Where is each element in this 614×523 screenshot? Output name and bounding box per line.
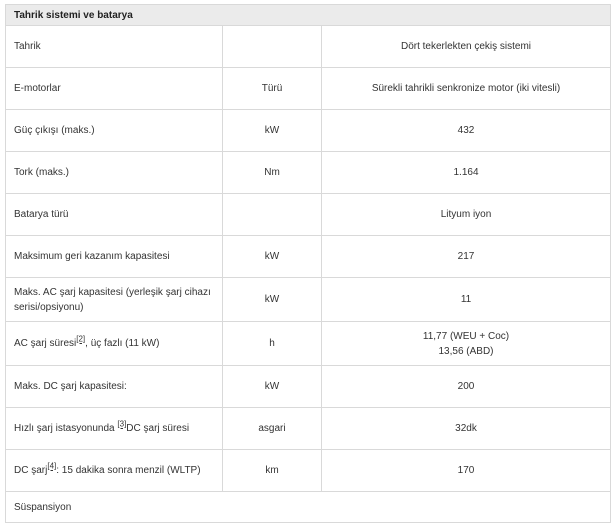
table-row xyxy=(6,68,611,110)
row-label: Maks. AC şarj kapasitesi (yerleşik şarj cihazı serisi/opsiyonu) xyxy=(6,278,223,322)
row-label-text: Hızlı şarj istasyonunda xyxy=(14,423,118,434)
value-line: 13,56 (ABD) xyxy=(438,345,494,357)
row-label: Batarya türü xyxy=(6,194,223,236)
row-unit: kW xyxy=(223,278,322,322)
row-label: Güç çıkışı (maks.) xyxy=(6,110,223,152)
row-label-text: DC şarj süresi xyxy=(126,423,190,434)
row-unit: kW xyxy=(223,366,322,408)
row-label xyxy=(6,408,223,450)
row-value: 32dk xyxy=(322,408,611,450)
row-unit: Türü xyxy=(223,68,322,110)
row-unit: asgari xyxy=(223,408,322,450)
row-value: 11 xyxy=(322,278,611,322)
row-label: Tahrik xyxy=(6,26,223,68)
row-value: Sürekli tahrikli senkronize motor (iki vitesli) xyxy=(322,68,611,110)
row-label-text: DC şarj xyxy=(14,465,48,476)
row-label-text: , üç fazlı (11 kW) xyxy=(85,338,160,349)
row-unit: kW xyxy=(223,236,322,278)
footnote-link[interactable]: [3] xyxy=(117,419,127,429)
row-value: 200 xyxy=(322,366,611,408)
row-label: E-motorlar xyxy=(6,68,223,110)
table-row xyxy=(6,236,611,278)
section-title: Tahrik sistemi ve batarya xyxy=(6,5,611,26)
row-label: Maksimum geri kazanım kapasitesi xyxy=(6,236,223,278)
table-row xyxy=(6,408,611,450)
next-section-row xyxy=(6,492,611,523)
drivetrain-battery-spec-table xyxy=(5,4,611,523)
row-value: 170 xyxy=(322,450,611,492)
row-unit: h xyxy=(223,322,322,366)
row-value: Dört tekerlekten çekiş sistemi xyxy=(322,26,611,68)
table-row xyxy=(6,322,611,366)
footnote-link[interactable]: [2] xyxy=(76,334,86,344)
footnote-link[interactable]: [4] xyxy=(47,461,57,471)
table-row xyxy=(6,366,611,408)
row-label xyxy=(6,322,223,366)
row-unit xyxy=(223,194,322,236)
row-label-text: : 15 dakika sonra menzil (WLTP) xyxy=(56,465,201,476)
table-row xyxy=(6,278,611,322)
row-label-text: AC şarj süresi xyxy=(14,338,77,349)
row-unit: kW xyxy=(223,110,322,152)
row-label: Maks. DC şarj kapasitesi: xyxy=(6,366,223,408)
row-value xyxy=(322,322,611,366)
next-section-title: Süspansiyon xyxy=(6,492,611,523)
table-row xyxy=(6,26,611,68)
value-line: 11,77 (WEU + Coc) xyxy=(422,330,510,342)
section-header-row xyxy=(6,5,611,26)
row-unit: km xyxy=(223,450,322,492)
row-unit xyxy=(223,26,322,68)
table-row xyxy=(6,450,611,492)
row-value: Lityum iyon xyxy=(322,194,611,236)
row-unit: Nm xyxy=(223,152,322,194)
row-value: 217 xyxy=(322,236,611,278)
row-label: Tork (maks.) xyxy=(6,152,223,194)
row-value: 1.164 xyxy=(322,152,611,194)
row-label xyxy=(6,450,223,492)
row-value: 432 xyxy=(322,110,611,152)
table-row xyxy=(6,152,611,194)
table-row xyxy=(6,110,611,152)
table-row xyxy=(6,194,611,236)
